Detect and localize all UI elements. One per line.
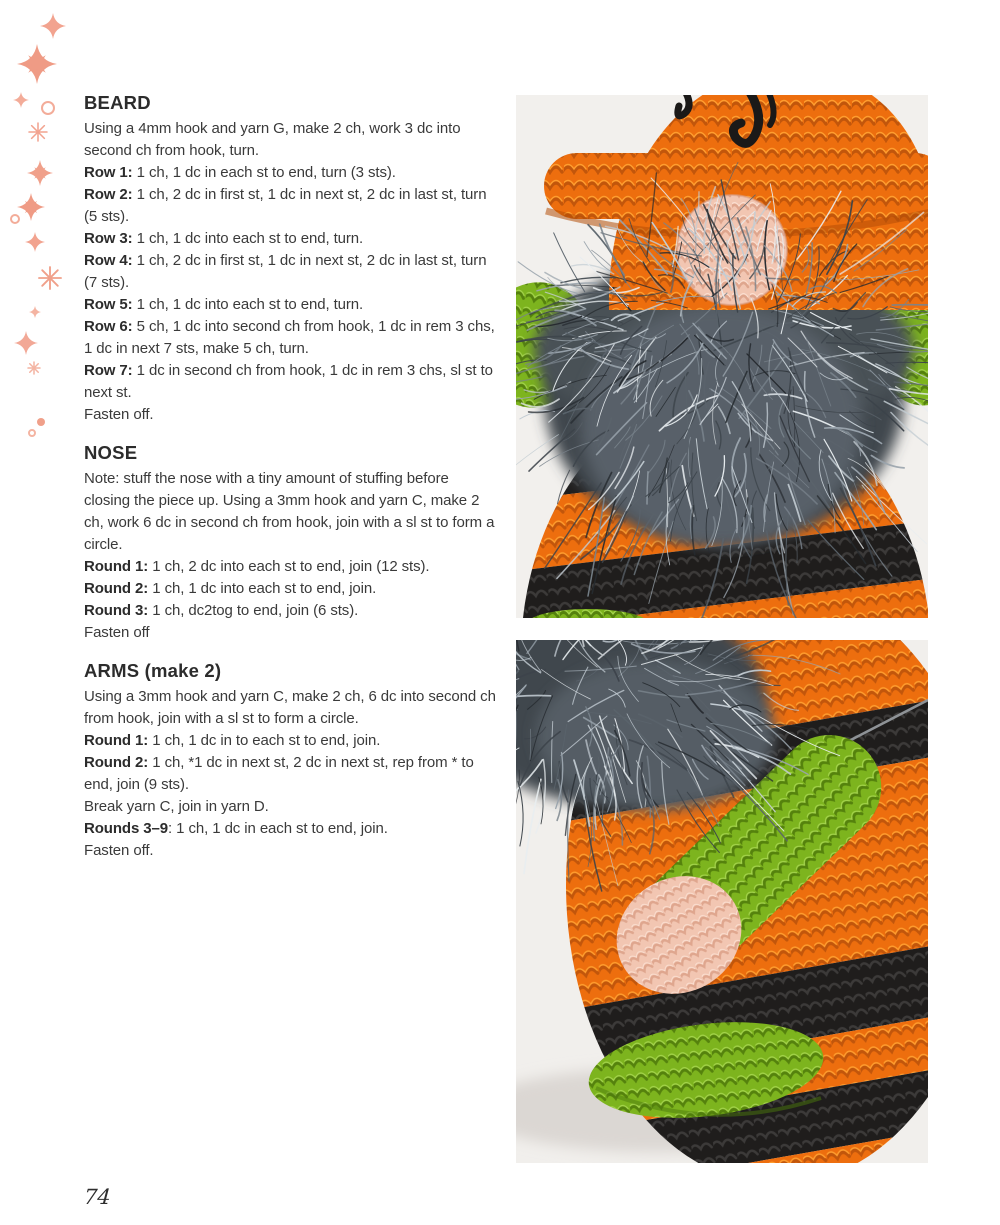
photo-gnome-arm	[516, 640, 928, 1163]
burst8-sparkle-icon	[17, 44, 57, 84]
instruction-line: Row 2: 1 ch, 2 dc in first st, 1 dc in next st, 2 dc in last st, turn (5 sts).	[84, 186, 487, 225]
instruction-line: Round 2: 1 ch, 1 dc into each st to end, join.	[84, 580, 377, 597]
pattern-instructions	[84, 90, 496, 876]
star4-sparkle-icon	[14, 331, 38, 355]
dot-sparkle-icon	[37, 418, 45, 426]
section-arms	[84, 658, 496, 862]
section-title: ARMS (make 2)	[84, 660, 222, 681]
instruction-line: Round 2: 1 ch, *1 dc in next st, 2 dc in next st, rep from * to end, join (9 sts).	[84, 754, 474, 793]
photo-gnome-face	[516, 95, 928, 618]
instruction-line: Fasten off	[84, 624, 150, 641]
instruction-line: Round 1: 1 ch, 2 dc into each st to end, join (12 sts).	[84, 558, 430, 575]
instruction-line: Fasten off.	[84, 842, 154, 859]
asterisk-sparkle-icon	[29, 123, 47, 141]
sparkle-decoration	[0, 0, 72, 448]
star4-sparkle-icon	[29, 306, 41, 318]
page-number: 74	[83, 1185, 112, 1209]
instruction-line: Round 3: 1 ch, dc2tog to end, join (6 sts).	[84, 602, 359, 619]
circle-sparkle-icon	[42, 102, 54, 114]
circle-sparkle-icon	[29, 430, 35, 436]
gnome-face-illustration	[516, 95, 928, 618]
instruction-line: Row 5: 1 ch, 1 dc into each st to end, turn.	[84, 296, 364, 313]
section-beard	[84, 90, 496, 426]
instruction-line: Fasten off.	[84, 406, 154, 423]
instruction-line: Break yarn C, join in yarn D.	[84, 798, 269, 815]
instruction-line: Using a 3mm hook and yarn C, make 2 ch, 6 dc into second ch from hook, join with a sl st to form a circle.	[84, 688, 496, 727]
asterisk-sparkle-icon	[28, 362, 40, 374]
instruction-line: Row 7: 1 dc in second ch from hook, 1 dc in rem 3 chs, sl st to next st.	[84, 362, 493, 401]
section-title: NOSE	[84, 442, 138, 463]
burst8-sparkle-icon	[27, 160, 53, 186]
burst8-sparkle-icon	[17, 193, 45, 221]
star4-sparkle-icon	[40, 13, 66, 39]
asterisk-sparkle-icon	[39, 267, 61, 289]
gnome-arm-illustration	[516, 640, 928, 1163]
circle-sparkle-icon	[11, 215, 19, 223]
star4-sparkle-icon	[13, 92, 29, 108]
instruction-line: Row 4: 1 ch, 2 dc in first st, 1 dc in next st, 2 dc in last st, turn (7 sts).	[84, 252, 487, 291]
instruction-line: Note: stuff the nose with a tiny amount of stuffing before closing the piece up. Using a 3mm hook and yarn C, make 2 ch, work 6 dc in second ch from hook, join with a sl st to form a circle.	[84, 470, 495, 553]
instruction-line: Row 3: 1 ch, 1 dc into each st to end, turn.	[84, 230, 364, 247]
instruction-line: Row 1: 1 ch, 1 dc in each st to end, turn (3 sts).	[84, 164, 396, 181]
instruction-line: Round 1: 1 ch, 1 dc in to each st to end, join.	[84, 732, 381, 749]
instruction-line: Row 6: 5 ch, 1 dc into second ch from hook, 1 dc in rem 3 chs, 1 dc in next 7 sts, make 5 ch, turn.	[84, 318, 495, 357]
instruction-line: Using a 4mm hook and yarn G, make 2 ch, work 3 dc into second ch from hook, turn.	[84, 120, 461, 159]
star4-sparkle-icon	[25, 232, 45, 252]
section-nose	[84, 440, 496, 644]
section-title: BEARD	[84, 92, 151, 113]
instruction-line: Rounds 3–9: 1 ch, 1 dc in each st to end, join.	[84, 820, 388, 837]
